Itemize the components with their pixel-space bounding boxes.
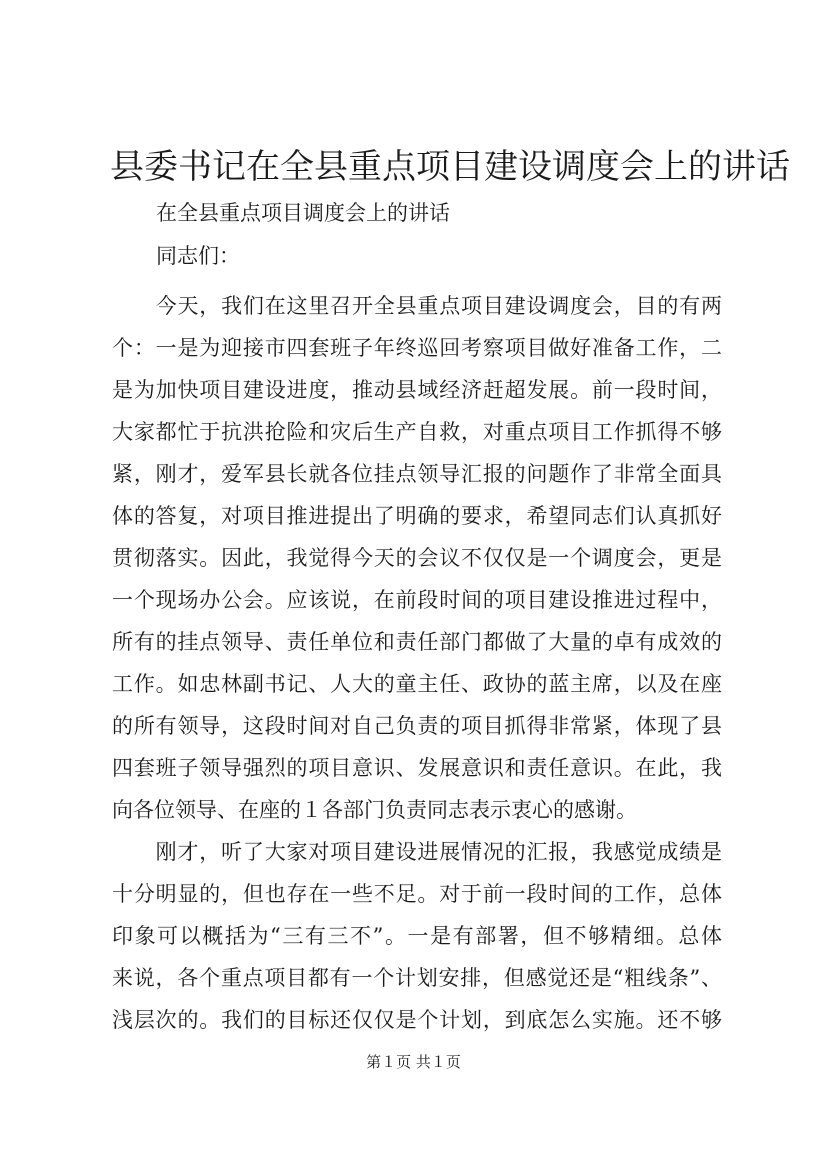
text-line: 印象可以概括为“三有三不”。一是有部署，但不够精细。总体 xyxy=(112,924,722,948)
document-subtitle: 在全县重点项目调度会上的讲话 xyxy=(156,201,450,225)
body-text xyxy=(112,285,722,1041)
text-line: 今天，我们在这里召开全县重点项目建设调度会，目的有两 xyxy=(112,294,722,318)
document-title: 县委书记在全县重点项目建设调度会上的讲话 xyxy=(110,147,790,187)
text-line: 向各位领导、在座的１各部门负责同志表示衷心的感谢。 xyxy=(112,798,637,822)
text-line: 个：一是为迎接市四套班子年终巡回考察项目做好准备工作，二 xyxy=(112,336,722,360)
page-number-footer: 第１页 共１页 xyxy=(366,1053,461,1071)
salutation: 同志们： xyxy=(156,244,240,268)
text-line: 的所有领导，这段时间对自己负责的项目抓得非常紧，体现了县 xyxy=(112,714,722,738)
text-line: 一个现场办公会。应该说，在前段时间的项目建设推进过程中， xyxy=(112,588,722,612)
text-line: 浅层次的。我们的目标还仅仅是个计划，到底怎么实施。还不够 xyxy=(112,1008,722,1032)
text-line: 四套班子领导强烈的项目意识、发展意识和责任意识。在此，我 xyxy=(112,756,722,780)
text-line: 工作。如忠林副书记、人大的童主任、政协的蓝主席，以及在座 xyxy=(112,672,722,696)
text-line: 刚才，听了大家对项目建设进展情况的汇报，我感觉成绩是 xyxy=(112,840,722,864)
text-line: 十分明显的，但也存在一些不足。对于前一段时间的工作，总体 xyxy=(112,882,722,906)
text-line: 是为加快项目建设进度，推动县域经济赶超发展。前一段时间， xyxy=(112,378,722,402)
text-line: 来说，各个重点项目都有一个计划安排，但感觉还是“粗线条”、 xyxy=(112,966,722,990)
text-line: 贯彻落实。因此，我觉得今天的会议不仅仅是一个调度会，更是 xyxy=(112,546,722,570)
text-line: 紧，刚才，爱军县长就各位挂点领导汇报的问题作了非常全面具 xyxy=(112,462,722,486)
text-line: 所有的挂点领导、责任单位和责任部门都做了大量的卓有成效的 xyxy=(112,630,722,654)
text-line: 体的答复，对项目推进提出了明确的要求，希望同志们认真抓好 xyxy=(112,504,722,528)
text-line: 大家都忙于抗洪抢险和灾后生产自救，对重点项目工作抓得不够 xyxy=(112,420,722,444)
